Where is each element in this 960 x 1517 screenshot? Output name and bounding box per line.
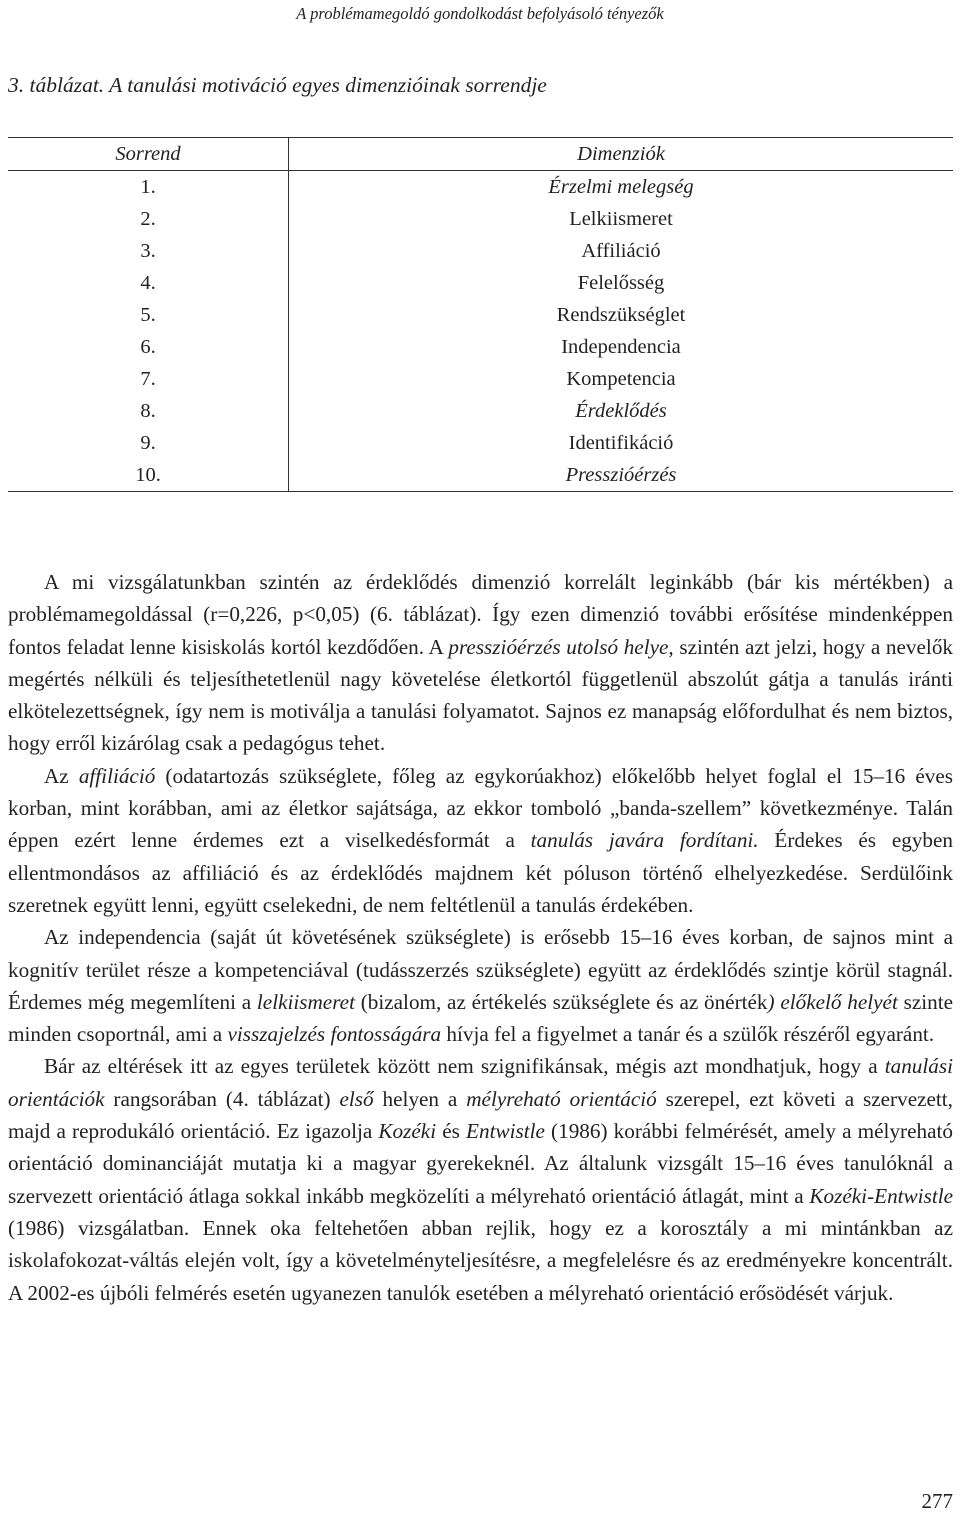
text-run: szinte minden csoportnál, ami a [8,989,954,1047]
text-run: (odatartozás szükséglete, főleg az egykorúakhoz) előkelőbb helyet foglal el 15–16 éves korban, mint korábban, ami az életkor sajátsága, az ekkor tomboló „banda-szellem” következménye. Talán éppen ezért lenne érdemes ezt a viselkedésformát a [8,763,953,853]
italic-phrase: Kozéki-Entwistle [809,1183,953,1208]
rank-cell: 8. [8,395,289,427]
rank-cell: 3. [8,235,289,267]
table-row [8,235,953,267]
text-run: Bár az eltérések itt az egyes területek között nem szignifikánsak, mégis azt mondhatjuk, hogy a [44,1054,885,1079]
rank-cell: 5. [8,299,289,331]
column-header-rank: Sorrend [8,138,289,171]
italic-phrase: tanulás javára fordítani. [530,828,759,853]
text-run: Az [44,763,79,788]
text-run: helyen a [373,1086,467,1111]
dimension-cell: Affiliáció [581,240,661,262]
table-row [8,363,953,395]
table-header-row [8,138,953,171]
table-row [8,427,953,459]
paragraph [8,566,953,760]
paragraph [8,760,953,921]
italic-phrase: ) előkelő helyét [767,989,898,1014]
table-row [8,395,953,427]
rank-cell: 4. [8,267,289,299]
paragraph [8,921,953,1050]
table-caption: 3. táblázat. A tanulási motiváció egyes dimenzióinak sorrendje [8,73,547,97]
text-run: , szintén azt jelzi, hogy a nevelők megértés nélküli és teljesíthetetlenül nagy követelése életkortól függetlenül abszolút gátja a tanulás iránti elkötelezettségnek, így nem is motiválja a tanulási folyamatot. Sajnos ez manapság előfordulhat és nem biztos, hogy erről kizárólag csak a pedagógus tehet. [8,634,954,756]
italic-phrase: mélyreható orientáció [466,1086,657,1111]
rank-cell: 2. [8,203,289,235]
text-run: (1986) vizsgálatban. Ennek oka feltehetően abban rejlik, hogy ez a korosztály a mi mintánkban az iskolafokozat-váltás elején volt, így a követelményteljesítésre, a megfelelésre és az eredményekre koncentrált. A 2002-es újbóli felmérés esetén ugyanezen tanulók esetében a mélyreható orientáció erősödését várjuk. [8,1215,953,1305]
dimension-cell: Érdeklődés [575,400,667,422]
dimension-cell: Presszióérzés [289,459,954,492]
rank-cell: 6. [8,331,289,363]
column-header-dimension: Dimenziók [289,138,954,171]
dimension-cell: Lelkiismeret [569,208,673,230]
table-row [8,203,953,235]
italic-phrase: első [339,1086,374,1111]
text-run: (bizalom, az értékelés szükséglete és az önérték [354,989,768,1014]
text-run: rangsorában (4. táblázat) [104,1086,340,1111]
italic-phrase: presszióérzés utolsó helye [448,634,669,659]
text-run: (1986) korábbi felmérését, amely a mélyreható orientáció dominanciáját mutatja ki a magyar gyerekeknél. Az általunk vizsgált 15–16 éves tanulóknál a szervezett orientáció átlaga sokkal inkább megközelíti a mélyreható orientáció átlagát, mint a [8,1119,953,1208]
table-row [8,459,953,492]
table-row [8,171,953,204]
motivation-ranking-table [8,137,953,492]
rank-cell: 9. [8,427,289,459]
italic-phrase: Kozéki [378,1119,437,1144]
dimension-cell: Identifikáció [568,432,674,454]
dimension-cell: Independencia [561,336,681,358]
italic-phrase: lelkiismeret [256,989,355,1014]
rank-cell: 7. [8,363,289,395]
table-row [8,331,953,363]
italic-phrase: visszajelzés fontosságára [227,1022,442,1047]
table-body [8,171,953,492]
text-run: hívja fel a figyelmet a tanár és a szülők részéről egyaránt. [441,1022,935,1047]
italic-phrase: Entwistle [466,1119,545,1144]
text-run: A mi vizsgálatunkban szintén az érdeklődés dimenzió korrelált leginkább (bár kis mértékben) a problémamegoldással (r=0,226, p<0,05) (6. táblázat). Így ezen dimenzió további erősítése mindenképpen fontos feladat lenne kisiskolás kortól kezdődően. A [8,570,953,659]
page-number: 277 [921,1489,953,1513]
dimension-cell: Rendszükséglet [556,304,686,326]
text-run: Érdekes és egyben ellentmondásos az affiliáció és az érdeklődés majdnem két póluson történő elhelyezkedése. Serdülőink szeretnek együtt lenni, együtt cselekedni, de nem feltétlenül a tanulás érdekében. [8,828,954,917]
dimension-cell: Felelősség [577,272,665,294]
rank-cell: 10. [8,459,289,492]
text-run: Az independencia (saját út követésének szükséglete) is erősebb 15–16 éves korban, de sajnos mint a kognitív terület része a kompetenciával (tudásszerzés szükséglete) együtt az érdeklődés szintje körül stagnál. Érdemes még megemlíteni a [8,925,953,1014]
italic-phrase: tanulási orientációk [8,1054,953,1111]
paragraph [8,1050,953,1308]
italic-phrase: affiliáció [78,763,156,788]
table-row [8,299,953,331]
body-text [8,566,953,1309]
running-header: A problémamegoldó gondolkodást befolyásoló tényezők [296,4,664,23]
dimension-cell: Érzelmi melegség [548,176,694,198]
rank-cell: 1. [8,171,289,204]
text-run: szerepel, ezt követi a szervezett, majd a reprodukáló orientáció. Ez igazolja [8,1086,953,1144]
dimension-cell: Kompetencia [566,368,676,390]
text-run: és [436,1119,467,1144]
table-row [8,267,953,299]
